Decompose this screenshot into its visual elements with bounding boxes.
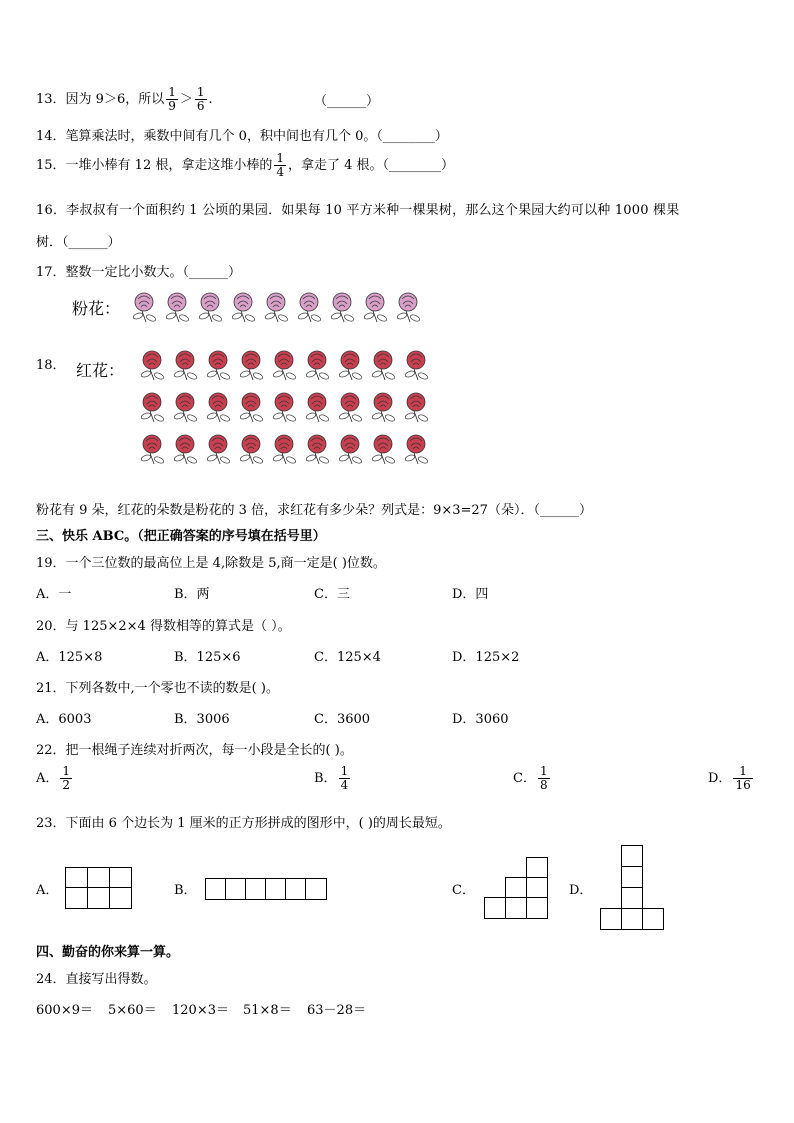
q15-text-post: ，拿走了 4 根。（________） [288,158,455,174]
pink-flower [198,293,222,322]
q13-period: . [208,92,213,108]
q23-option-a-label[interactable]: A． [36,883,59,898]
square-cell [526,857,548,879]
square-cell [621,887,643,909]
q21-option-a[interactable]: A．6003 [36,712,92,727]
q13-number: 13． [36,92,66,108]
q21-option-b[interactable]: B．3006 [174,712,230,727]
question-14: 14．笔算乘法时，乘数中间有几个 0，积中间也有几个 0。（________） [36,129,448,144]
pink-flower [297,293,321,322]
red-flower [305,435,329,464]
red-flower [140,435,164,464]
square-cell [65,887,88,909]
pink-flower-label: 粉花： [72,299,121,318]
fraction-numerator: 1 [539,764,548,778]
square-cell [600,908,622,930]
q19-option-a[interactable]: A．一 [36,587,72,602]
option-label: B． [314,771,337,787]
question-24: 24．直接写出得数。 [36,972,157,987]
square-cell [245,878,266,900]
square-cell [87,887,110,909]
red-flower [371,351,395,380]
question-16-line2: 树．（______） [36,235,121,250]
q13-text: 因为 9＞6，所以 [65,92,165,108]
square-cell [642,908,664,930]
square-cell [305,878,327,900]
fraction-numerator: 1 [62,764,71,778]
red-flower [272,351,296,380]
q13-fraction-2 [195,86,207,113]
q20-option-b[interactable]: B．125×6 [174,650,241,665]
q22-option-d[interactable] [708,765,755,792]
section-4-title: 四、勤奋的你来算一算。 [36,945,180,960]
fraction-numerator: 1 [276,151,284,165]
q13-answer-paren[interactable]: （______） [314,94,380,109]
q21-option-d[interactable]: D．3060 [452,712,509,727]
q22-option-a[interactable] [36,765,74,792]
fraction-denominator: 2 [62,778,71,793]
fraction-denominator: 16 [735,778,751,793]
square-cell [505,897,527,919]
q23-shape-c[interactable] [484,857,548,919]
option-label: C． [513,771,536,787]
q19-option-b[interactable]: B．两 [174,587,210,602]
pink-flower [264,293,288,322]
red-flower-label: 红花： [76,361,125,380]
q24-item-2[interactable]: 5×60＝ [108,1003,157,1018]
red-flower [140,393,164,422]
question-22: 22．把一根绳子连续对折两次，每一小段是全长的( )。 [36,743,353,758]
section-3-title: 三、快乐 ABC。（把正确答案的序号填在括号里） [36,529,326,544]
red-flower [404,435,428,464]
square-cell [225,878,246,900]
pink-flower [165,293,189,322]
red-flower [206,393,230,422]
q15-fraction [274,152,286,179]
red-flower [404,351,428,380]
q21-option-c[interactable]: C．3600 [314,712,371,727]
question-13 [36,86,213,113]
square-cell [265,878,286,900]
q23-option-d-label[interactable]: D． [569,883,593,898]
red-flower [239,435,263,464]
square-cell [621,845,643,867]
square-cell [87,867,110,889]
fraction-numerator: 1 [340,764,349,778]
question-18-statement: 粉花有 9 朵，红花的朵数是粉花的 3 倍，求红花有多少朵？列式是：9×3=27（朵）．（______） [36,503,592,518]
red-flower [239,393,263,422]
question-21: 21．下列各数中,一个零也不读的数是( )。 [36,681,279,696]
q20-option-d[interactable]: D．125×2 [452,650,520,665]
red-flower [239,351,263,380]
q24-item-3[interactable]: 120×3＝ [172,1003,229,1018]
question-15 [36,152,454,179]
fraction-numerator: 1 [168,85,176,99]
red-flower [305,351,329,380]
fraction-denominator: 6 [196,99,205,114]
red-flower [371,435,395,464]
option-label: D． [708,771,732,787]
red-flower [272,435,296,464]
fraction-denominator: 8 [539,778,548,793]
question-20: 20．与 125×2×4 得数相等的算式是（ ）。 [36,619,291,634]
fraction-denominator: 9 [168,99,176,114]
q24-item-5[interactable]: 63－28＝ [307,1003,367,1018]
square-cell [505,877,527,899]
pink-flower [330,293,354,322]
q23-option-c-label[interactable]: C． [452,883,475,898]
q13-fraction-1 [166,86,178,113]
q23-option-b-label[interactable]: B． [174,883,197,898]
red-flower [140,351,164,380]
q22-option-c[interactable] [513,765,552,792]
red-flower [338,351,362,380]
fraction-denominator: 4 [340,778,349,793]
option-label: A． [36,771,59,787]
square-cell [109,867,132,889]
red-flower [305,393,329,422]
question-23: 23．下面由 6 个边长为 1 厘米的正方形拼成的图形中，( )的周长最短。 [36,816,451,831]
pink-flower [231,293,255,322]
q23-shape-b[interactable] [205,878,329,900]
square-cell [526,897,548,919]
red-flower [338,393,362,422]
q20-option-a[interactable]: A．125×8 [36,650,103,665]
red-flower [404,393,428,422]
square-cell [65,867,88,889]
square-cell [621,908,643,930]
q23-shape-a[interactable] [65,867,133,909]
q24-item-4[interactable]: 51×8＝ [243,1003,292,1018]
red-flower [272,393,296,422]
greater-than-sign: ＞ [179,92,193,108]
q18-number: 18． [36,358,66,373]
red-flower [173,435,197,464]
red-flower [338,435,362,464]
fraction-numerator: 1 [196,85,205,99]
q22-option-b[interactable] [314,765,352,792]
square-cell [484,897,506,919]
q24-item-1[interactable]: 600×9＝ [36,1003,93,1018]
q19-option-d[interactable]: D．四 [452,587,489,602]
question-19: 19．一个三位数的最高位上是 4,除数是 5,商一定是( )位数。 [36,556,386,571]
red-flower [173,351,197,380]
fraction-numerator: 1 [739,764,747,778]
square-cell [285,878,306,900]
flower-picture [128,288,428,478]
pink-flower [396,293,420,322]
question-17: 17．整数一定比小数大。（______） [36,265,242,280]
question-16-line1: 16．李叔叔有一个面积约 1 公顷的果园．如果每 10 平方米种一棵果树，那么这个果园大约可以种 1000 棵果 [36,203,680,218]
fraction-denominator: 4 [276,165,284,180]
q23-shape-d[interactable] [600,845,664,930]
q19-option-c[interactable]: C．三 [314,587,350,602]
pink-flower [363,293,387,322]
q20-option-c[interactable]: C．125×4 [314,650,381,665]
q15-text-pre: 15．一堆小棒有 12 根，拿走这堆小棒的 [36,158,273,174]
red-flower [173,393,197,422]
square-cell [621,866,643,888]
red-flower [206,351,230,380]
pink-flower [132,293,156,322]
red-flower [371,393,395,422]
square-cell [526,877,548,899]
red-flower [206,435,230,464]
square-cell [109,887,132,909]
square-cell [205,878,226,900]
